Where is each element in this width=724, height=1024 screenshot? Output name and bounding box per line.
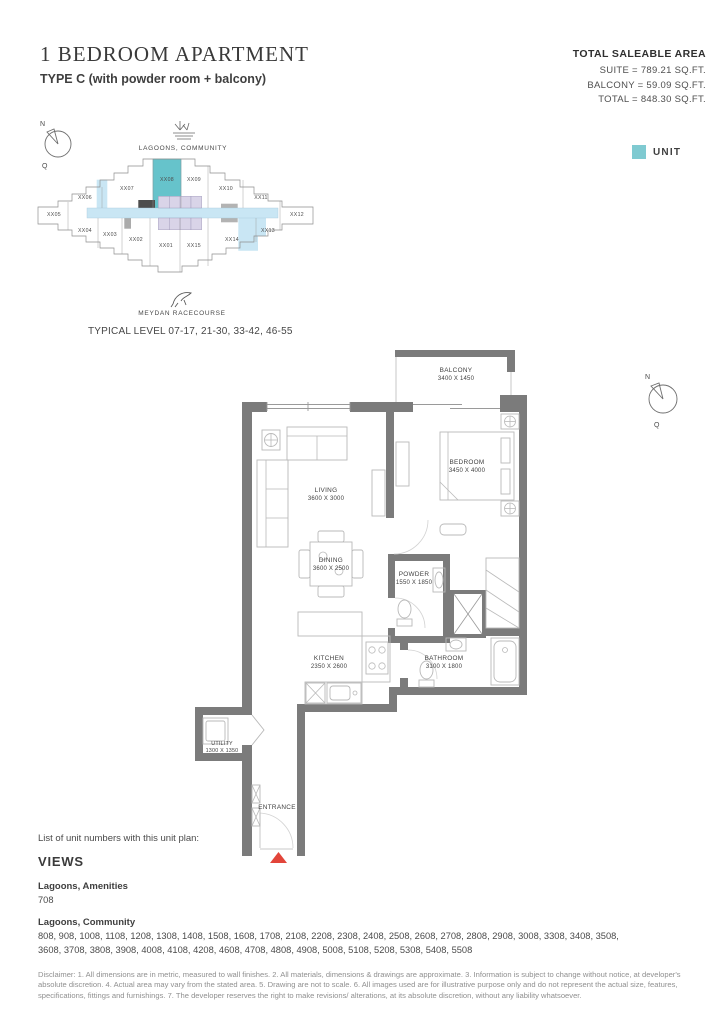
- view-units-amenities: 708: [38, 895, 54, 905]
- keyplan-unit-label: XX13: [261, 228, 275, 234]
- key-plan: [30, 108, 340, 320]
- keyplan-unit-label: XX01: [159, 243, 173, 249]
- page-subtitle: TYPE C (with powder room + balcony): [40, 72, 267, 86]
- entrance-marker: [270, 852, 287, 863]
- room-dims-powder: 1550 X 1850: [395, 580, 433, 586]
- view-name-amenities: Lagoons, Amenities: [38, 881, 128, 892]
- compass-n-label: N: [645, 374, 651, 381]
- bathroom-fixtures: [419, 638, 519, 687]
- compass-icon: [40, 121, 71, 170]
- room-dims-living: 3600 X 3000: [307, 496, 345, 502]
- keyplan-unit-label: XX10: [219, 186, 233, 192]
- unit-legend-swatch: [632, 145, 646, 159]
- room-label-living: LIVING: [314, 487, 338, 494]
- unit-list-intro: List of unit numbers with this unit plan:: [38, 833, 200, 844]
- area-suite: SUITE = 789.21 SQ.FT.: [599, 65, 706, 76]
- room-dims-dining: 3600 X 2500: [312, 566, 350, 572]
- keyplan-unit-label: XX07: [120, 186, 134, 192]
- keyplan-core-gray-left: [124, 218, 131, 229]
- floor-plan: [190, 340, 550, 880]
- unit-legend: [632, 145, 681, 159]
- keyplan-unit-label: XX11: [254, 195, 268, 201]
- room-dims-utility: 1300 X 1350: [205, 748, 239, 754]
- room-label-kitchen: KITCHEN: [313, 655, 345, 662]
- room-label-powder: POWDER: [398, 571, 430, 578]
- room-dims-bathroom: 3100 X 1800: [425, 664, 463, 670]
- keyplan-unit-label: XX12: [290, 212, 304, 218]
- compass-n-label: N: [40, 121, 46, 128]
- floorplan-compass-icon: [634, 366, 694, 436]
- page-title: 1 BEDROOM APARTMENT: [40, 42, 310, 66]
- entrance-label: ENTRANCE: [258, 804, 296, 811]
- keyplan-unit-label: XX09: [187, 177, 201, 183]
- area-total: TOTAL = 848.30 SQ.FT.: [598, 94, 706, 105]
- views-heading: VIEWS: [38, 854, 84, 869]
- lagoons-label: LAGOONS, COMMUNITY: [138, 145, 228, 152]
- bedroom-furniture: [396, 414, 519, 535]
- meydan-racecourse-icon: [171, 293, 191, 307]
- view-name-community: Lagoons, Community: [38, 917, 136, 928]
- room-label-bathroom: BATHROOM: [424, 655, 464, 662]
- saleable-area-summary: [573, 48, 706, 108]
- wardrobe: [486, 558, 519, 628]
- area-balcony: BALCONY = 59.09 SQ.FT.: [587, 79, 706, 91]
- room-label-utility: UTILITY: [211, 741, 233, 747]
- room-label-dining: DINING: [318, 557, 344, 564]
- keyplan-unit-label: XX03: [103, 232, 117, 238]
- room-label-balcony: BALCONY: [439, 367, 473, 374]
- room-dims-balcony: 3400 X 1450: [437, 376, 475, 382]
- keyplan-highlight-right-blue: [238, 218, 266, 251]
- keyplan-unit-label: XX15: [187, 243, 201, 249]
- compass-q-label: Q: [654, 422, 660, 429]
- keyplan-corridor: [87, 208, 278, 218]
- keyplan-unit-label: XX14: [225, 237, 239, 243]
- dining-furniture: [299, 531, 363, 597]
- unit-legend-label: UNIT: [653, 146, 682, 158]
- keyplan-unit-label: XX06: [78, 195, 92, 201]
- service-shaft: [452, 592, 484, 636]
- compass-q-label: Q: [42, 163, 48, 170]
- area-heading: TOTAL SALEABLE AREA: [572, 48, 706, 60]
- disclaimer-text: Disclaimer: 1. All dimensions are in metric, measured to wall finishes. 2. All materials, dimensions & drawings are approximate. 3. Information is subject to change without notice, at developer's absolute discretion. 4. Actual area may vary from the stated area. 5. Drawing are not to scale. 6. All images used are for illustrative purpose only and do not represent the actual size, features, specifications, fittings and furnishings. 7. The developer reserves the right to make revisions/ alterations, at its absolute discretion, without any liability whatsoever.: [38, 970, 681, 1000]
- keyplan-unit-label: XX02: [129, 237, 143, 243]
- level-note: TYPICAL LEVEL 07-17, 21-30, 33-42, 46-55: [88, 326, 293, 337]
- keyplan-unit-label: XX04: [78, 228, 92, 234]
- keyplan-unit-label: XX05: [47, 212, 61, 218]
- room-label-bedroom: BEDROOM: [449, 459, 485, 466]
- room-dims-kitchen: 2350 X 2600: [310, 664, 348, 670]
- lagoons-icon: [173, 121, 195, 139]
- keyplan-core-dark: [138, 200, 155, 208]
- room-dims-bedroom: 3450 X 4000: [448, 468, 486, 474]
- meydan-label: MEYDAN RACECOURSE: [138, 310, 226, 317]
- view-units-community: 808, 908, 1008, 1108, 1208, 1308, 1408, 1508, 1608, 1708, 2108, 2208, 2308, 2408, 2508, 2608, 2708, 2808, 2908, 3008, 3308, 3408, 3508, 3608, 3708, 3808, 3908, 4008, 4108, 4208, 4608, 4708, 4808, 4908, 5008, 5108, 5208, 5308, 5408, 5508: [38, 931, 619, 955]
- keyplan-unit-label: XX08: [160, 177, 174, 183]
